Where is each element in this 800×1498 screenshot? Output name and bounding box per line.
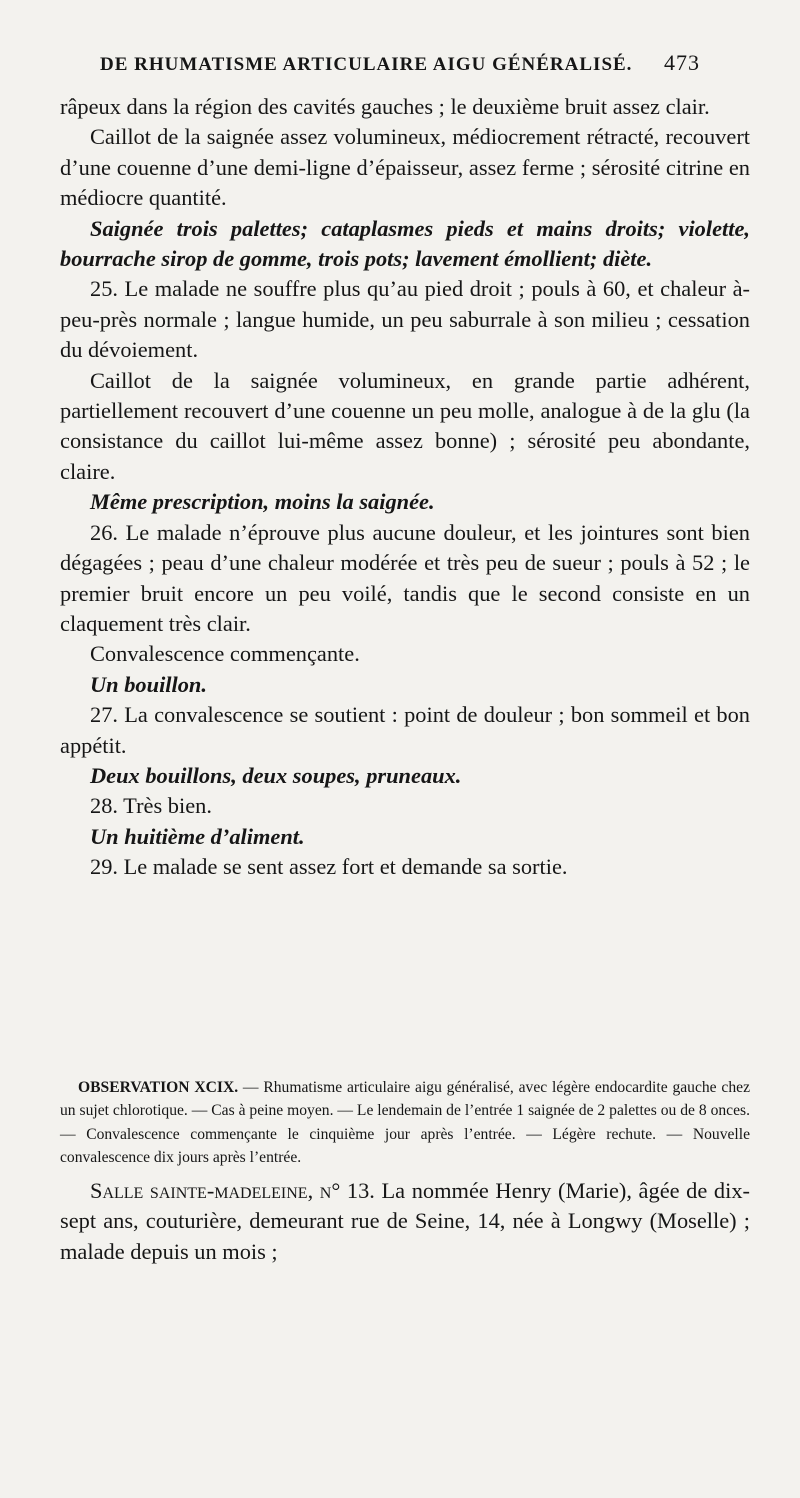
case-intro-text: La nommée Henry (Marie), âgée de dix-sept ans, couturière, demeurant rue de Seine, 14, née à Longwy (Moselle) ; malade depuis un mois ; (60, 1178, 750, 1264)
paragraph: Convalescence commençante. (90, 641, 360, 667)
observation-text: — Rhumatisme articulaire aigu généralisé, avec légère endocardite gauche chez un sujet chlorotique. — Cas à peine moyen. — Le lendemain de l’entrée 1 saignée de 2 palettes ou de 8 onces. — Convalescence commençante le cinquième jour après l’entrée. — Légère rechute. — Nouvelle convalescence dix jours après l’entrée. (60, 1079, 750, 1167)
paragraph: râpeux dans la région des cavités gauches ; le deuxième bruit assez clair. (60, 94, 710, 119)
prescription: Un huitième d’aliment. (90, 823, 305, 849)
paragraph: Caillot de la saignée volumineux, en grande partie adhérent, partiellement recouvert d’une couenne un peu molle, analogue à de la glu (la consistance du caillot lui-même assez bonne) ; sérosité peu abondante, claire. (60, 367, 750, 484)
prescription: Même prescription, moins la saignée. (90, 489, 435, 515)
running-title: DE RHUMATISME ARTICULAIRE AIGU GÉNÉRALISÉ. (100, 54, 633, 75)
paragraph: 27. La convalescence se soutient : point de douleur ; bon sommeil et bon appétit. (60, 702, 750, 758)
case-intro (60, 1176, 750, 1267)
prescription: Deux bouillons, deux soupes, pruneaux. (90, 762, 462, 788)
paragraph: 29. Le malade se sent assez fort et demande sa sortie. (90, 854, 568, 880)
observation-summary (60, 1076, 750, 1170)
page-number: 473 (664, 50, 700, 75)
ward-label: Salle sainte-madeleine, n° 13. (90, 1178, 375, 1203)
paragraph: 25. Le malade ne souffre plus qu’au pied droit ; pouls à 60, et chaleur à-peu-près normale ; langue humide, un peu saburrale à son milieu ; cessation du dévoiement. (60, 276, 750, 363)
paragraph: 26. Le malade n’éprouve plus aucune douleur, et les jointures sont bien dégagées ; peau d’une chaleur modérée et très peu de sueur ; pouls à 52 ; le premier bruit encore un peu voilé, tandis que le second consiste en un claquement très clair. (60, 519, 750, 636)
paragraph: 28. Très bien. (90, 793, 212, 819)
paragraph: Caillot de la saignée assez volumineux, médiocrement rétracté, recouvert d’une couenne d’une demi-ligne d’épaisseur, assez ferme ; sérosité citrine en médiocre quantité. (60, 124, 750, 211)
observation-heading: OBSERVATION XCIX. (78, 1079, 239, 1096)
main-text (60, 92, 750, 883)
prescription: Saignée trois palettes; cataplasmes pieds et mains droits; violette, bourrache sirop de gomme, trois pots; lavement émollient; diète. (60, 215, 750, 272)
prescription: Un bouillon. (90, 671, 207, 697)
